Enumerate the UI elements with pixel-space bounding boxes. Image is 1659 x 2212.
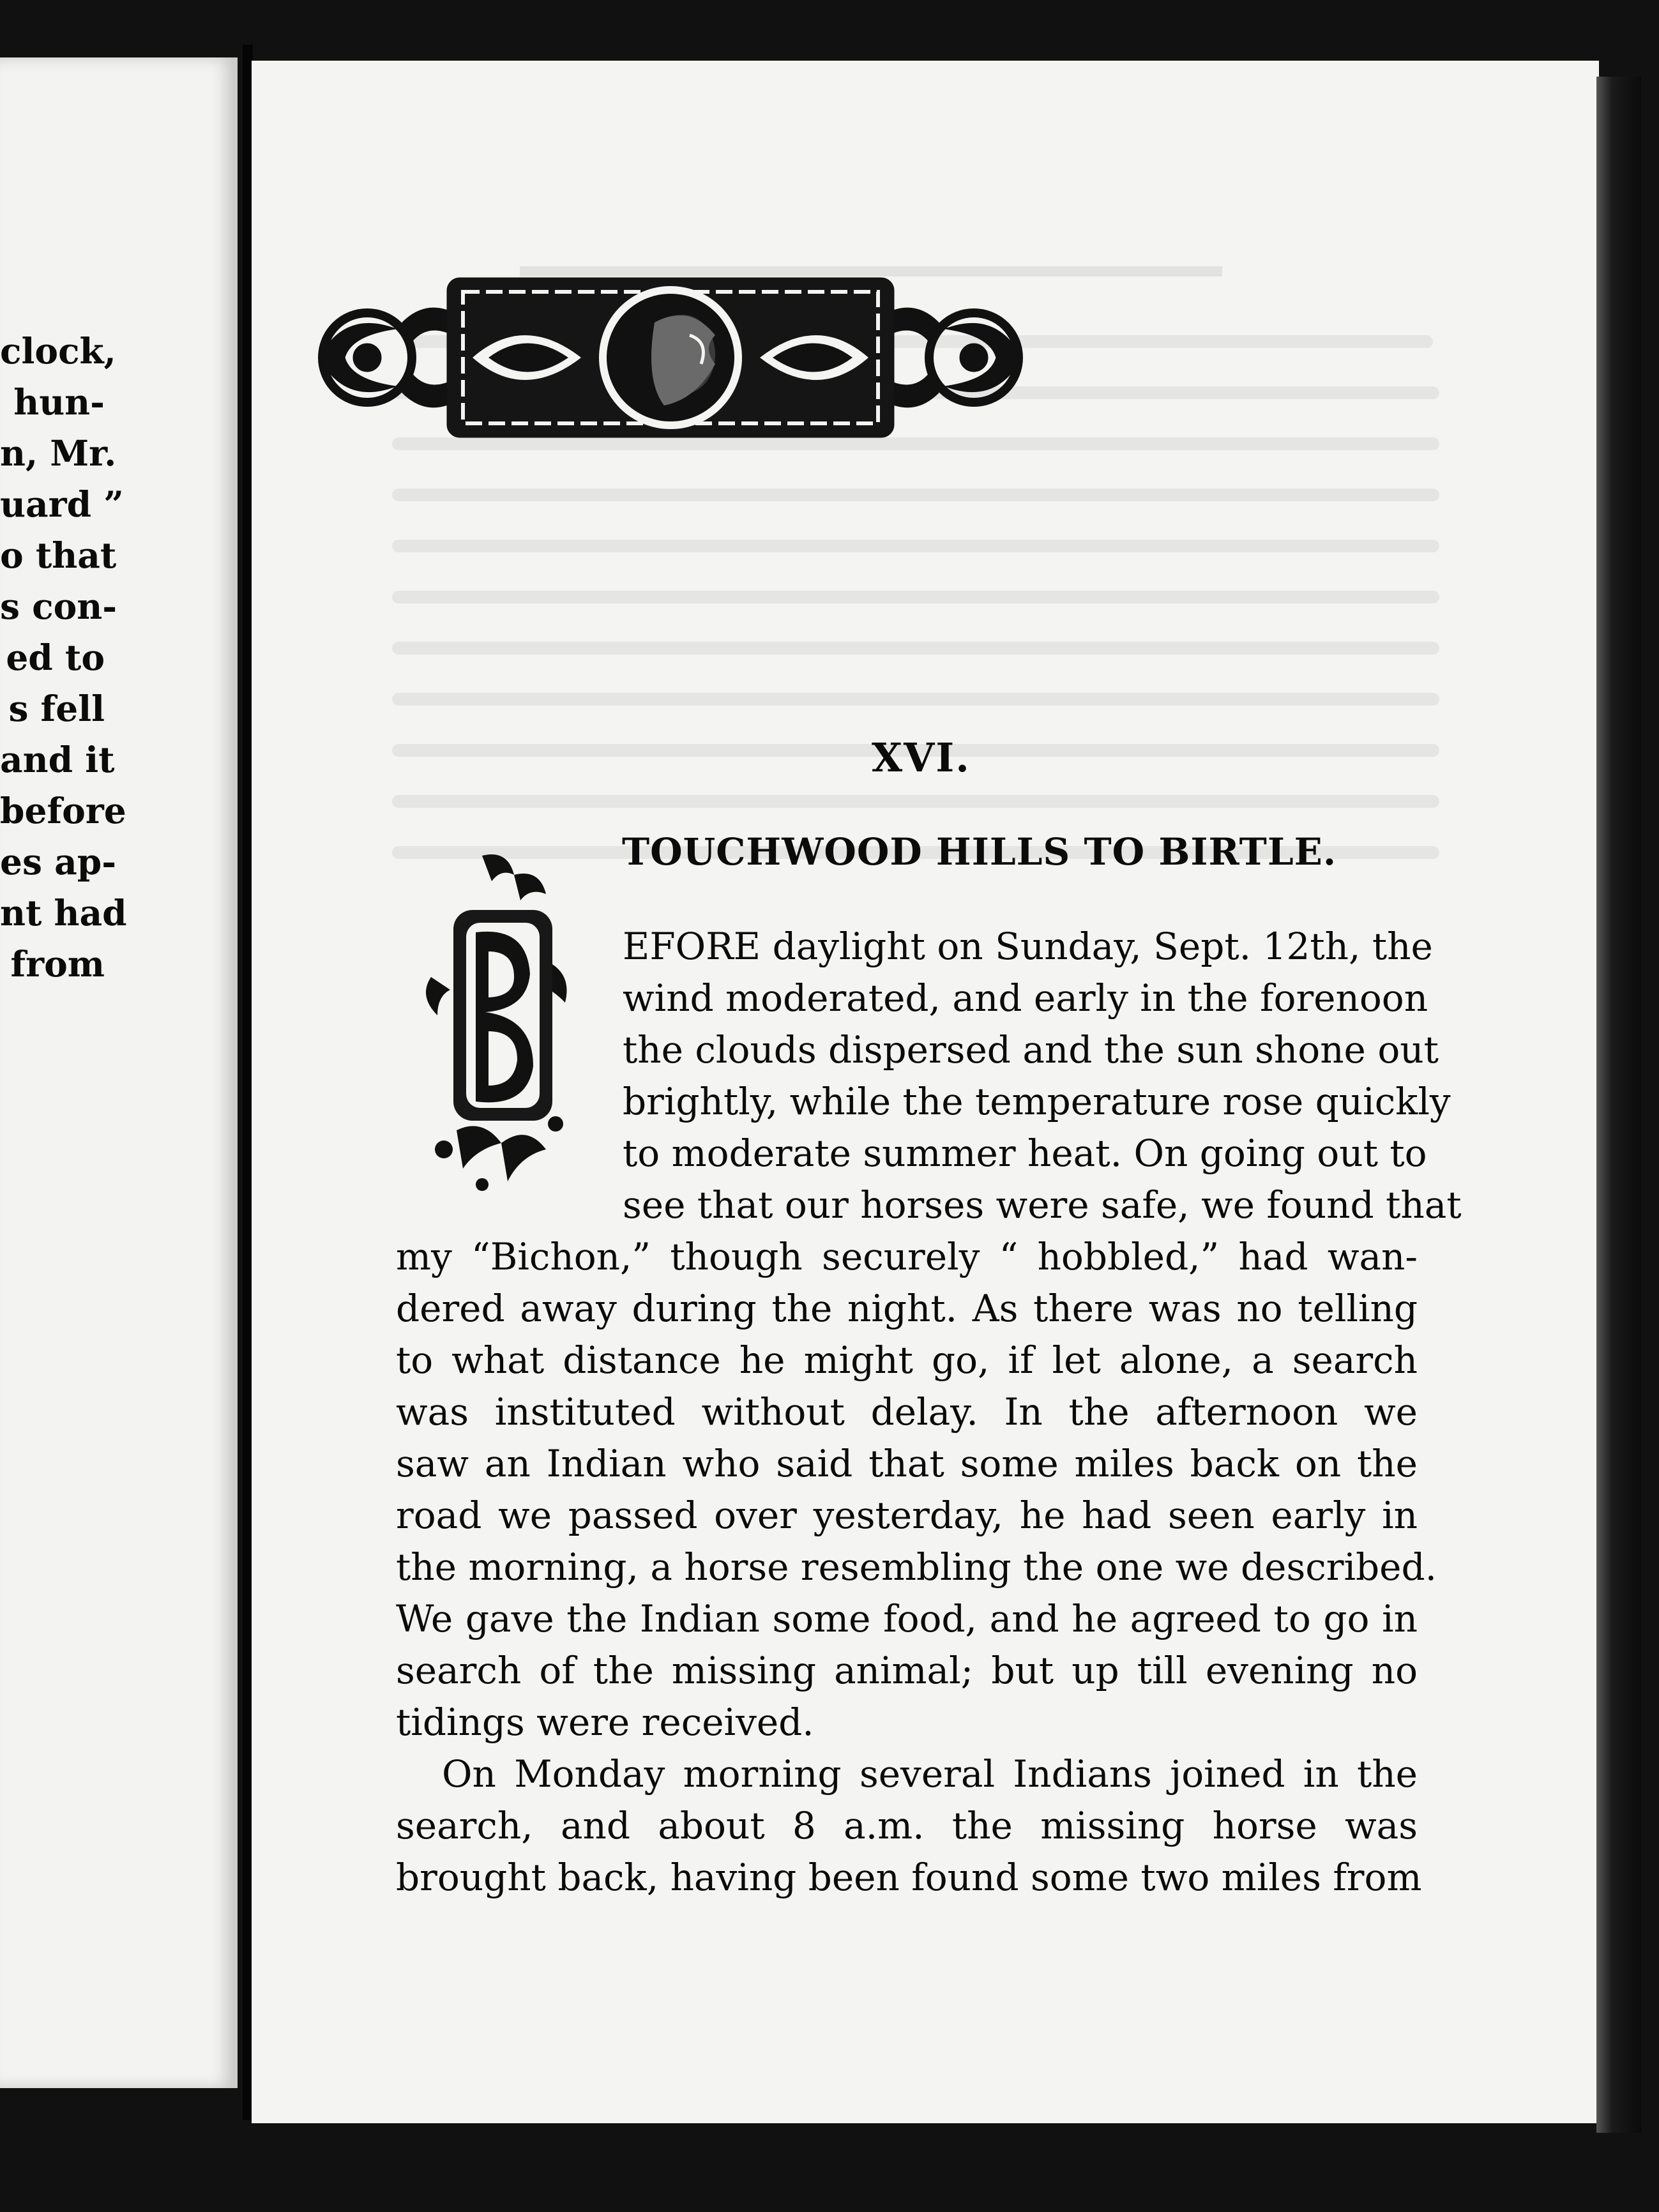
- left-line: from: [10, 943, 105, 985]
- chapter-title: TOUCHWOOD HILLS TO BIRTLE.: [622, 830, 1337, 874]
- left-line: before: [0, 790, 126, 831]
- text-line: was instituted without delay. In the afternoon we: [396, 1390, 1418, 1434]
- text-line: my “Bichon,” though securely “ hobbled,” had wan-: [396, 1235, 1418, 1278]
- left-page: [0, 57, 238, 2088]
- text-line: wind moderated, and early in the forenoon: [623, 976, 1428, 1020]
- text-line: We gave the Indian some food, and he agreed to go in: [396, 1597, 1418, 1640]
- left-line: o that: [0, 534, 117, 576]
- text-line: brought back, having been found some two miles from: [396, 1856, 1422, 1899]
- left-line: n, Mr.: [0, 432, 117, 474]
- text-line: search of the missing animal; but up till evening no: [396, 1649, 1418, 1692]
- text-line: to moderate summer heat. On going out to: [623, 1132, 1427, 1175]
- left-line: es ap-: [0, 841, 117, 883]
- chapter-number: XVI.: [872, 734, 971, 781]
- text-line: search, and about 8 a.m. the missing horse was: [396, 1804, 1418, 1847]
- text-line: brightly, while the temperature rose quickly: [623, 1080, 1451, 1123]
- left-line: s con-: [0, 586, 117, 627]
- left-line: s fell: [8, 688, 105, 729]
- text-line: tidings were received.: [396, 1701, 814, 1744]
- left-line: hun-: [13, 381, 105, 423]
- text-line: dered away during the night. As there was no telling: [396, 1287, 1418, 1330]
- left-line: ed to: [6, 637, 105, 678]
- left-line: clock,: [0, 330, 116, 372]
- left-line: nt had: [0, 892, 127, 934]
- text-line: On Monday morning several Indians joined in the: [442, 1752, 1418, 1796]
- text-line: saw an Indian who said that some miles back on the: [396, 1442, 1418, 1485]
- text-line: to what distance he might go, if let alone, a search: [396, 1338, 1418, 1382]
- left-line: and it: [0, 739, 115, 780]
- text-line: EFORE daylight on Sunday, Sept. 12th, the: [623, 925, 1433, 968]
- ornamental-headpiece: [307, 252, 1034, 463]
- page-edge-shadow: [1596, 77, 1641, 2133]
- left-page-text: [0, 326, 238, 990]
- text-line: the clouds dispersed and the sun shone out: [623, 1028, 1439, 1072]
- text-line: the morning, a horse resembling the one we described.: [396, 1545, 1437, 1589]
- text-line: road we passed over yesterday, he had seen early in: [396, 1494, 1418, 1537]
- left-line: uard ”: [0, 483, 124, 525]
- chapter-body: [396, 921, 1462, 1904]
- text-line: see that our horses were safe, we found that: [623, 1183, 1462, 1227]
